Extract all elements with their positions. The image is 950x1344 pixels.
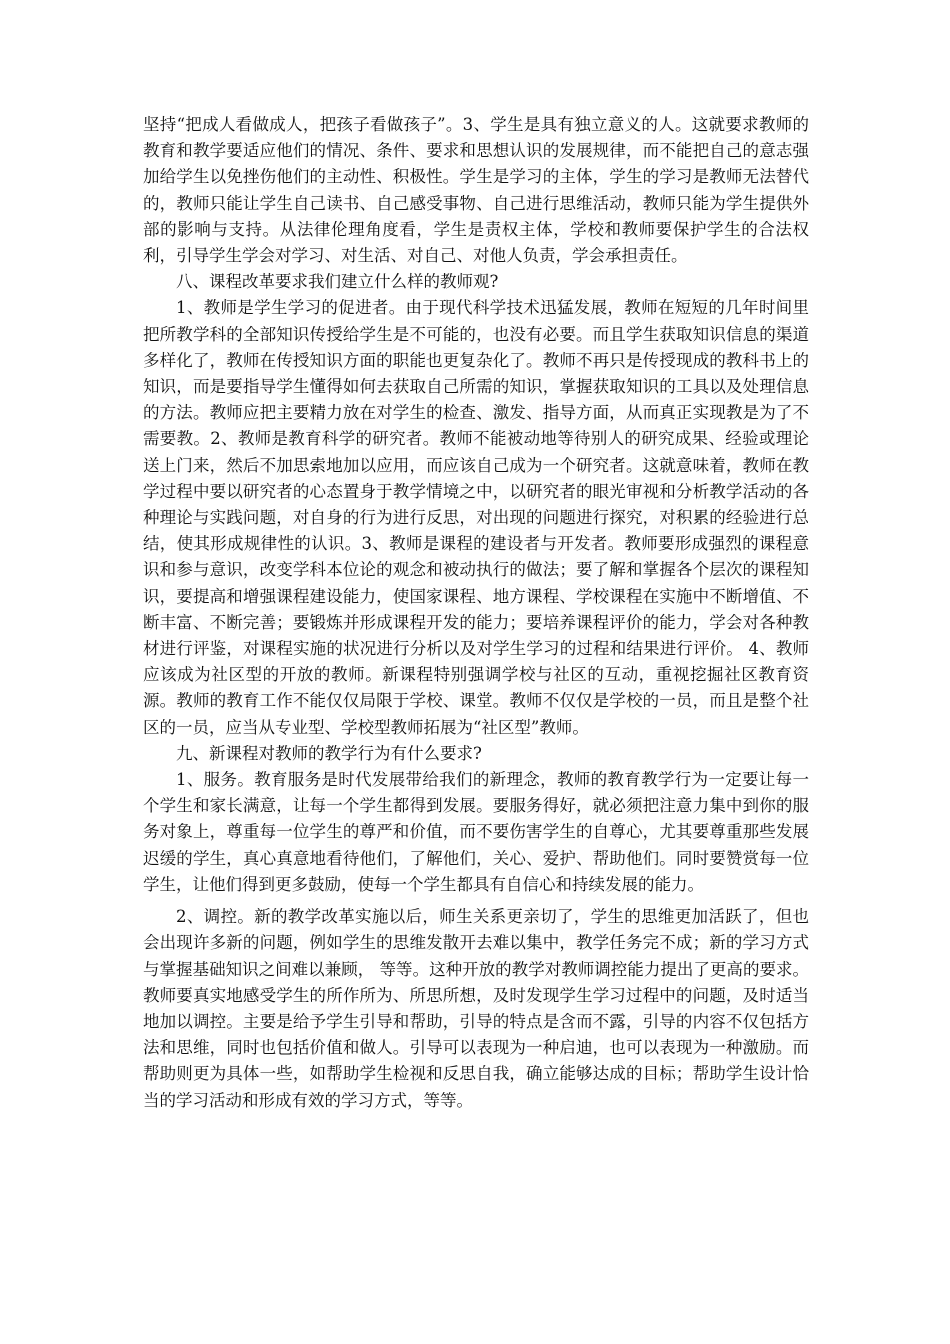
paragraph-section-9-item-2: 2、调控。新的教学改革实施以后，师生关系更亲切了，学生的思维更加活跃了，但也会出现许多新的问题，例如学生的思维发散开去难以集中，教学任务完不成；新的学习方式与掌握基础知识之间难以兼顾， 等等。这种开放的教学对教师调控能力提出了更高的要求。教师要真实地感受学生的所作所为、所思所想，及时发现学生学习过程中的问题，及时适当地加以调控。主要是给予学生引导和帮助，引导的特点是含而不露，引导的内容不仅包括方法和思维，同时也包括价值和做人。引导可以表现为一种启迪，也可以表现为一种激励。而帮助则更为具体一些，如帮助学生检视和反思自我，确立能够达成的目标；帮助学生设计恰当的学习活动和形成有效的学习方式，等等。	[143, 907, 809, 1110]
paragraph-section-9-item-1: 1、服务。教育服务是时代发展带给我们的新理念，教师的教育教学行为一定要让每一个学生和家长满意，让每一个学生都得到发展。要服务得好，就必须把注意力集中到你的服务对象上，尊重每一位学生的尊严和价值，而不要伤害学生的自尊心，尤其要尊重那些发展迟缓的学生，真心真意地看待他们，了解他们，关心、爱护、帮助他们。同时要赞赏每一位学生，让他们得到更多鼓励，使每一个学生都具有自信心和持续发展的能力。	[143, 770, 809, 894]
paragraph-section-8: 1、教师是学生学习的促进者。由于现代科学技术迅猛发展，教师在短短的几年时间里把所教学科的全部知识传授给学生是不可能的，也没有必要。而且学生获取知识信息的渠道多样化了，教师在传授知识方面的职能也更复杂化了。教师不再只是传授现成的教科书上的知识，而是要指导学生懂得如何去获取自己所需的知识，掌握获取知识的工具以及处理信息的方法。教师应把主要精力放在对学生的检查、激发、指导方面，从而真正实现教是为了不需要教。2、教师是教育科学的研究者。教师不能被动地等待别人的研究成果、经验或理论送上门来，然后不加思索地加以应用，而应该自己成为一个研究者。这就意味着，教师在教学过程中要以研究者的心态置身于教学情境之中，以研究者的眼光审视和分析教学活动的各种理论与实践问题，对自身的行为进行反思，对出现的问题进行探究，对积累的经验进行总结，使其形成规律性的认识。3、教师是课程的建设者与开发者。教师要形成强烈的课程意识和参与意识，改变学科本位论的观念和被动执行的做法；要了解和掌握各个层次的课程知识，要提高和增强课程建设能力，使国家课程、地方课程、学校课程在实施中不断增值、不断丰富、不断完善；要锻炼并形成课程开发的能力；要培养课程评价的能力，学会对各种教材进行评鉴，对课程实施的状况进行分析以及对学生学习的过程和结果进行评价。 4、教师应该成为社区型的开放的教师。新课程特别强调学校与社区的互动，重视挖掘社区教育资源。教师的教育工作不能仅仅局限于学校、课堂。教师不仅仅是学校的一员，而且是整个社区的一员，应当从专业型、学校型教师拓展为“社区型”教师。	[143, 298, 809, 737]
document-body	[143, 112, 809, 1114]
heading-section-9: 九、新课程对教师的教学行为有什么要求?	[176, 743, 482, 763]
heading-section-8: 八、课程改革要求我们建立什么样的教师观?	[176, 272, 499, 292]
paragraph-intro: 坚持“把成人看做成人，把孩子看做孩子”。3、学生是具有独立意义的人。这就要求教师的教育和教学要适应他们的情况、条件、要求和思想认识的发展规律，而不能把自己的意志强加给学生以免挫伤他们的主动性、积极性。学生是学习的主体，学生的学习是教师无法替代的，教师只能让学生自己读书、自己感受事物、自己进行思维活动，教师只能为学生提供外部的影响与支持。从法律伦理角度看，学生是责权主体，学校和教师要保护学生的合法权利，引导学生学会对学习、对生活、对自己、对他人负责，学会承担责任。	[143, 115, 809, 266]
